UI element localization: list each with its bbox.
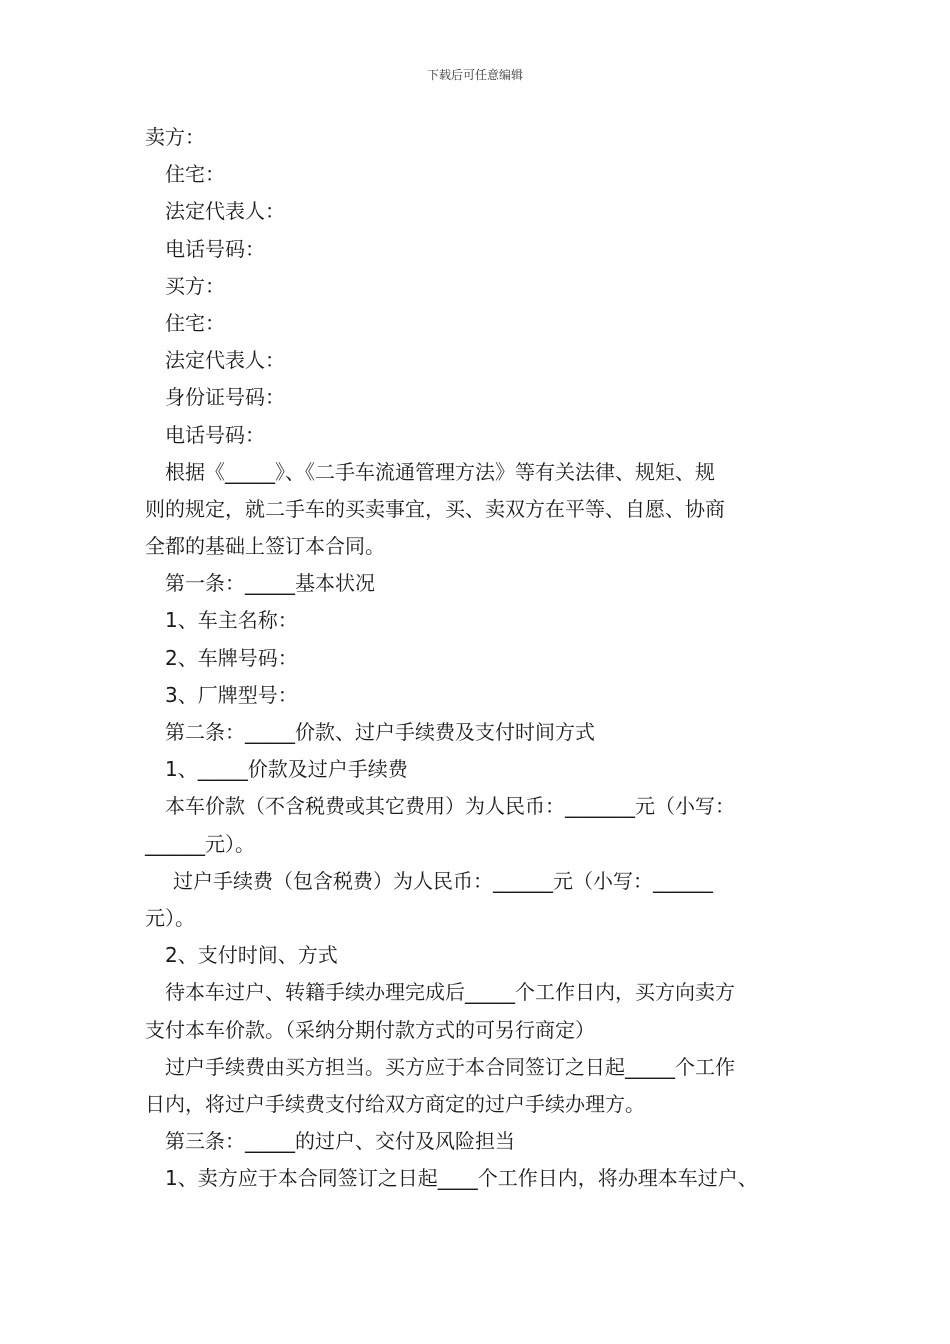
document-line: 过户手续费由买方担当。买方应于本合同签订之日起_____个工作 [165,1054,735,1079]
document-line: 1、_____价款及过户手续费 [165,757,408,782]
document-line: 第二条：_____价款、过户手续费及支付时间方式 [165,720,595,744]
document-line: 住宅： [165,310,225,335]
document-line: 根据《_____》、《二手车流通管理方法》等有关法律、规矩、规 [165,459,715,484]
document-line: 本车价款（不含税费或其它费用）为人民币：_______元（小写： [165,794,735,819]
document-line: 电话号码： [165,236,265,261]
document-line: 则的规定，就二手车的买卖事宜，买、卖双方在平等、自愿、协商 [145,496,725,521]
document-line: 电话号码： [165,422,265,447]
document-line: 元）。 [145,905,195,930]
document-line: 3、厂牌型号： [165,682,298,707]
document-line: 1、车主名称： [165,608,298,633]
document-line: 法定代表人： [165,199,285,224]
page-header: 下载后可任意编辑 [426,68,523,82]
document-line: 第三条：_____的过户、交付及风险担当 [165,1129,515,1154]
document-line: 全都的基础上签订本合同。 [145,534,385,559]
document-line: ______元）。 [145,831,255,856]
document-line: 住宅： [165,162,225,187]
document-line: 日内，将过户手续费支付给双方商定的过户手续办理方。 [145,1091,645,1116]
document-line: 法定代表人： [165,348,285,373]
document-line: 支付本车价款。（采纳分期付款方式的可另行商定） [145,1017,595,1042]
document-line: 过户手续费（包含税费）为人民币：______元（小写：______ [173,868,713,893]
document-body [145,119,820,1197]
document-line: 2、支付时间、方式 [165,943,338,968]
document-line: 待本车过户、转籍手续办理完成后_____个工作日内，买方向卖方 [165,980,735,1005]
document-line: 1、卖方应于本合同签订之日起____个工作日内，将办理本车过户、 [165,1166,758,1191]
document-line: 买方： [165,273,225,298]
document-line: 卖方： [145,125,205,149]
document-line: 第一条：_____基本状况 [165,571,375,596]
document-line: 2、车牌号码： [165,645,298,670]
document-line: 身份证号码： [165,385,285,410]
